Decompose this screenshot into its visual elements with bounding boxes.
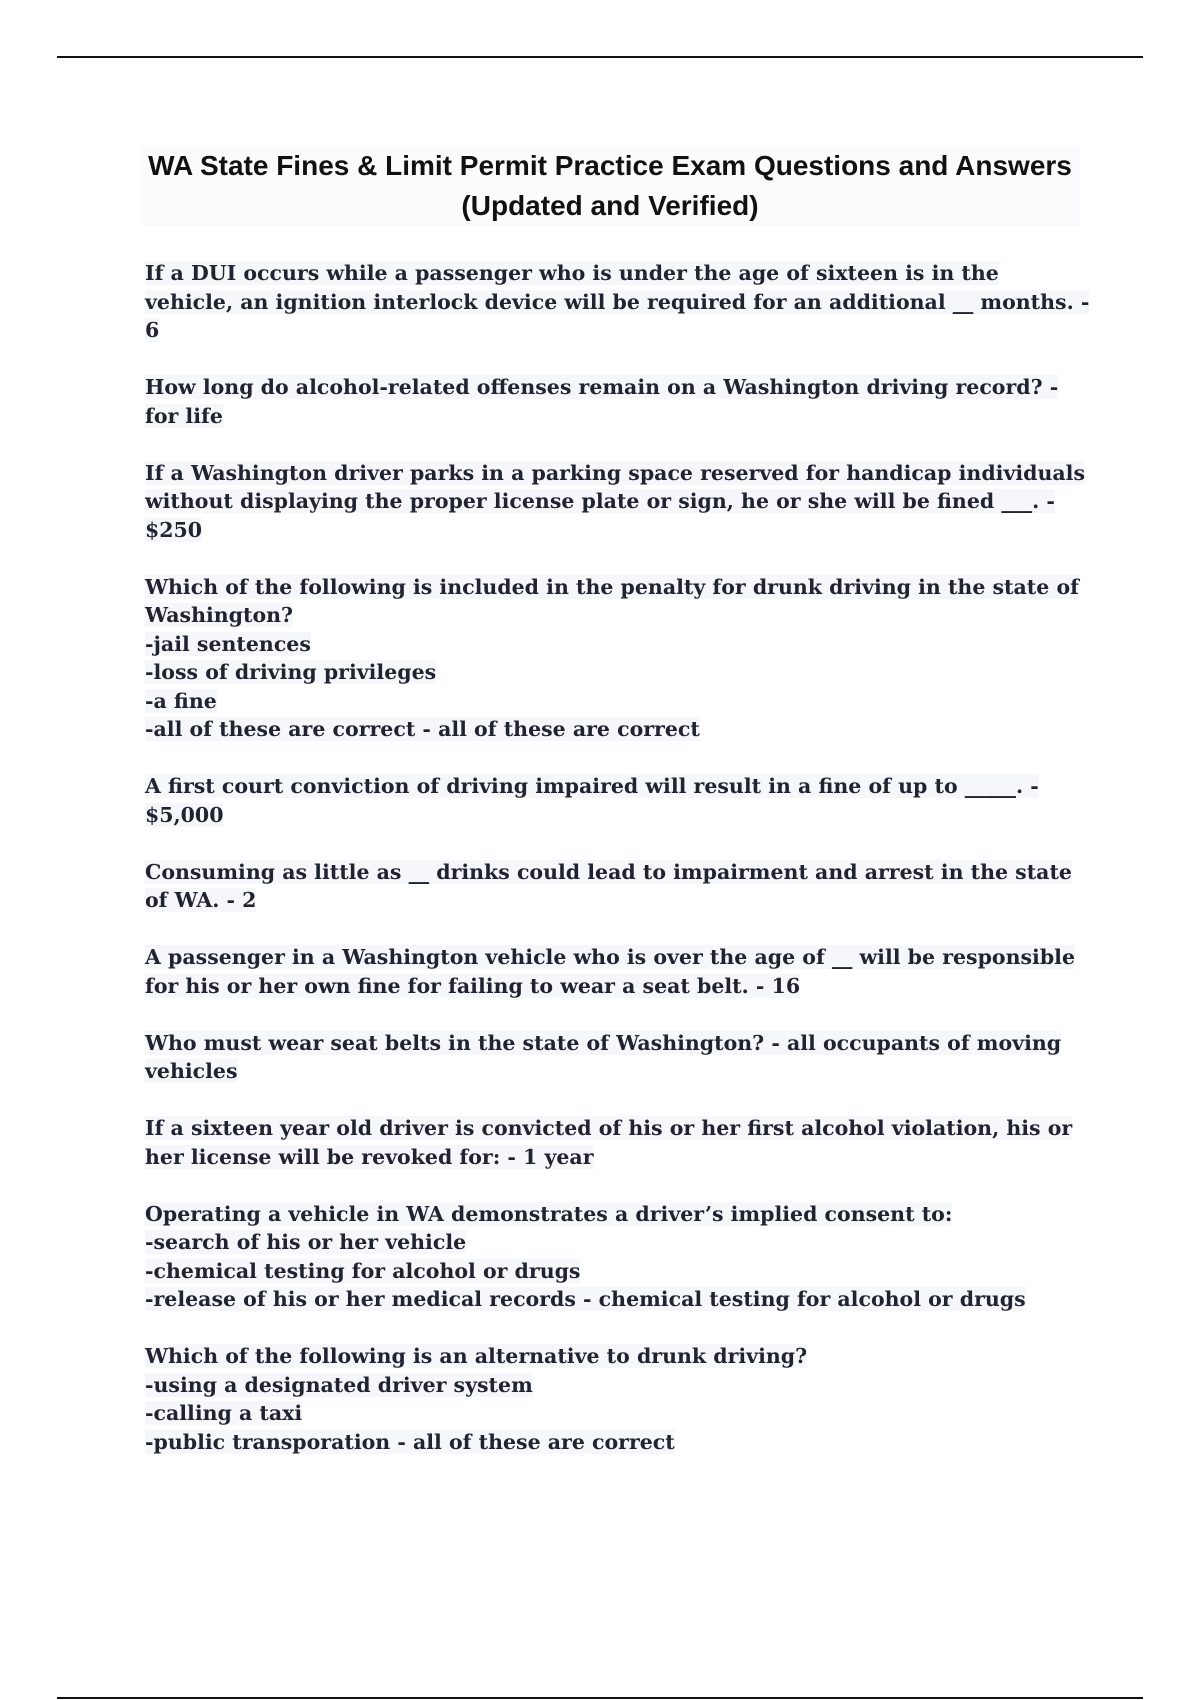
qa-item (145, 1114, 1090, 1171)
qa-item (145, 943, 1090, 1000)
qa-text: A passenger in a Washington vehicle who is over the age of __ will be responsible for his or her own fine for failing to wear a seat belt. - 16 (145, 945, 1075, 998)
top-rule (57, 56, 1143, 58)
qa-text: A first court conviction of driving impaired will result in a fine of up to _____. - $5,000 (145, 774, 1039, 827)
qa-list (145, 259, 1090, 1485)
qa-item (145, 373, 1090, 430)
qa-text: Operating a vehicle in WA demonstrates a driver’s implied consent to: -search of his or her vehicle -chemical testing for alcohol or drugs -release of his or her medical records - chemical testing for alcohol or drugs (145, 1201, 1026, 1311)
qa-item (145, 1342, 1090, 1456)
bottom-rule (57, 1697, 1143, 1699)
qa-item (145, 1200, 1090, 1314)
qa-text: If a sixteen year old driver is convicted of his or her first alcohol violation, his or her license will be revoked for: - 1 year (145, 1116, 1073, 1169)
qa-item (145, 573, 1090, 744)
qa-item (145, 259, 1090, 345)
qa-item (145, 1029, 1090, 1086)
qa-text: Consuming as little as __ drinks could lead to impairment and arrest in the state of WA. - 2 (145, 859, 1072, 912)
qa-text: Which of the following is an alternative to drunk driving? -using a designated driver system -calling a taxi -public transporation - all of these are correct (145, 1344, 808, 1454)
qa-text: If a Washington driver parks in a parking space reserved for handicap individuals without displaying the proper license plate or sign, he or she will be fined ___. - $250 (145, 460, 1086, 542)
qa-text: If a DUI occurs while a passenger who is under the age of sixteen is in the vehicle, an ignition interlock device will be required for an additional __ months. - 6 (145, 261, 1090, 342)
qa-item (145, 772, 1090, 829)
qa-item (145, 858, 1090, 915)
qa-text: Who must wear seat belts in the state of Washington? - all occupants of moving vehicles (145, 1030, 1062, 1083)
document-title: WA State Fines & Limit Permit Practice Exam Questions and Answers (Updated and Verified) (140, 146, 1080, 226)
qa-item (145, 459, 1090, 545)
qa-text: How long do alcohol-related offenses remain on a Washington driving record? - for life (145, 375, 1059, 428)
qa-text: Which of the following is included in the penalty for drunk driving in the state of Washington? -jail sentences -loss of driving privileges -a fine -all of these are correct - all of these are correct (145, 574, 1079, 741)
